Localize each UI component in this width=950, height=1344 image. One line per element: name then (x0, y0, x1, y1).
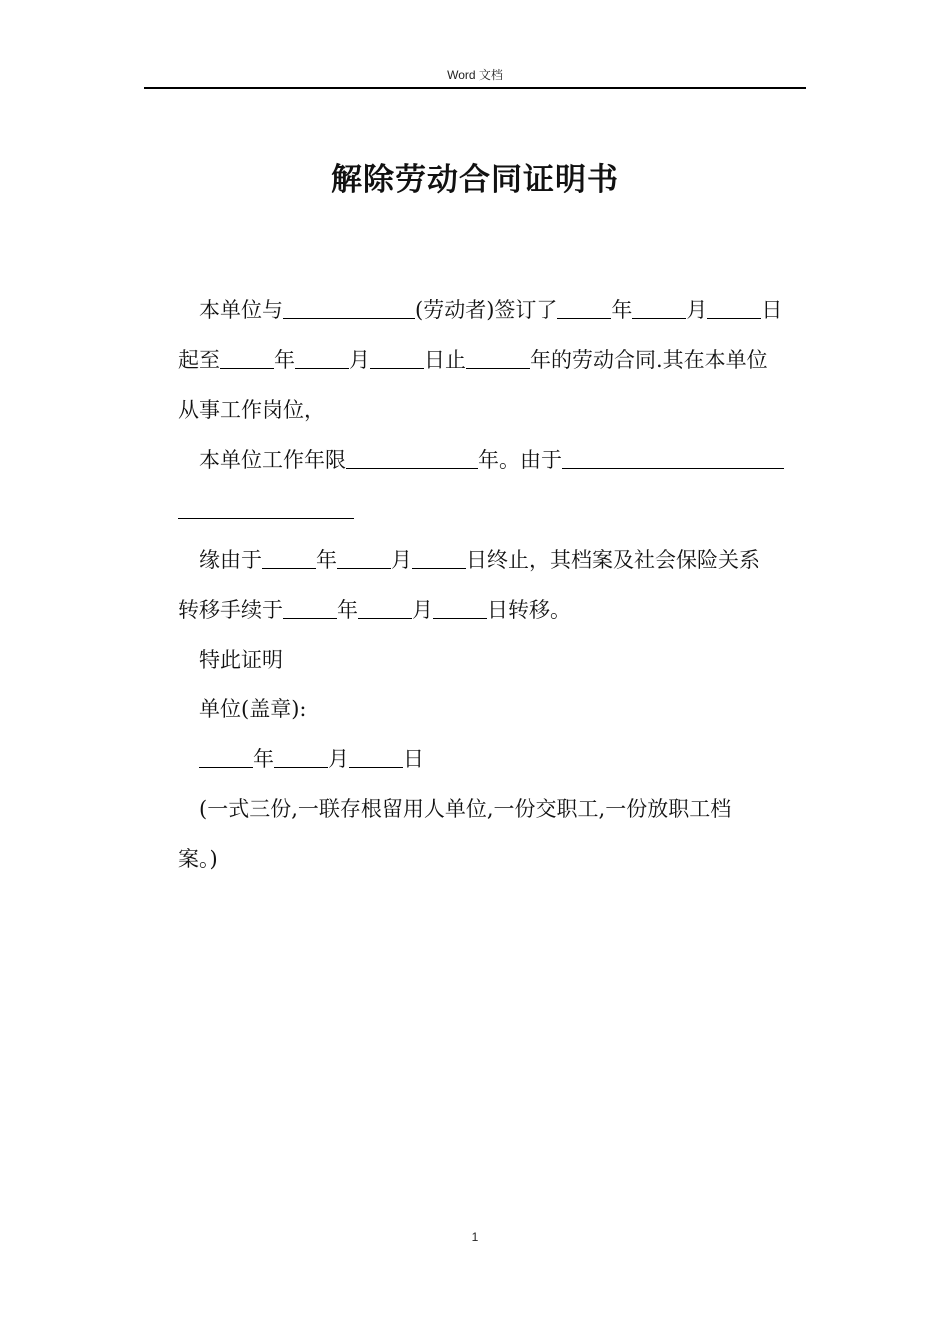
text-segment: 日终止，其档案及社会保险关系 (466, 548, 760, 572)
paragraph-line-6 (199, 545, 760, 575)
text-segment: 转移手续于 (178, 598, 283, 622)
text-segment: (一式三份,一联存根留用人单位,一份交职工,一份放职工档 (199, 797, 732, 821)
fill-blank (370, 348, 424, 369)
text-segment: 日 (403, 747, 424, 771)
paragraph-line-12 (178, 844, 218, 874)
text-segment: 年 (274, 348, 295, 372)
text-segment: (劳动者)签订了 (415, 298, 558, 322)
paragraph-line-2 (178, 345, 768, 375)
text-segment: 起至 (178, 348, 220, 372)
paragraph-line-8 (199, 645, 283, 675)
fill-blank (199, 747, 253, 768)
text-segment: 从事工作岗位， (178, 398, 325, 422)
fill-blank (557, 298, 611, 319)
text-segment: 本单位工作年限 (199, 448, 346, 472)
text-segment: 日 (761, 298, 783, 322)
text-segment: 月 (349, 348, 370, 372)
paragraph-line-9 (199, 694, 306, 724)
text-segment: 月 (686, 298, 708, 322)
text-segment: 年的劳动合同.其在本单位 (530, 348, 768, 372)
fill-blank (433, 598, 487, 619)
document-title: 解除劳动合同证明书 (331, 162, 619, 198)
paragraph-line-3 (178, 395, 325, 425)
fill-blank (707, 298, 761, 319)
fill-blank (295, 348, 349, 369)
fill-blank (274, 747, 328, 768)
paragraph-line-5 (178, 495, 354, 525)
fill-blank (346, 448, 478, 469)
text-segment: 单位(盖章): (199, 697, 307, 721)
paragraph-line-11 (199, 794, 731, 824)
paragraph-line-1 (199, 295, 782, 325)
fill-blank (466, 348, 530, 369)
text-segment: 年。由于 (478, 448, 562, 472)
paragraph-line-10 (199, 744, 424, 774)
text-segment: 月 (412, 598, 433, 622)
fill-blank (412, 548, 466, 569)
fill-blank (283, 298, 415, 319)
text-segment: 年 (253, 747, 274, 771)
page-header: Word 文档 (447, 68, 503, 82)
page-number: 1 (471, 1230, 479, 1244)
fill-blank (349, 747, 403, 768)
text-segment: 年 (611, 298, 633, 322)
text-segment: 缘由于 (199, 548, 262, 572)
text-segment: 年 (337, 598, 358, 622)
fill-blank (358, 598, 412, 619)
text-segment: 年 (316, 548, 337, 572)
fill-blank (337, 548, 391, 569)
text-segment: 案。) (178, 847, 218, 871)
text-segment: 月 (391, 548, 412, 572)
fill-blank (283, 598, 337, 619)
fill-blank (632, 298, 686, 319)
fill-blank (562, 448, 784, 469)
fill-blank (178, 498, 354, 519)
fill-blank (220, 348, 274, 369)
paragraph-line-4 (199, 445, 784, 475)
text-segment: 特此证明 (199, 648, 283, 672)
text-segment: 日止 (424, 348, 466, 372)
header-divider (144, 87, 806, 89)
text-segment: 本单位与 (199, 298, 283, 322)
text-segment: 日转移。 (487, 598, 571, 622)
text-segment: 月 (328, 747, 349, 771)
paragraph-line-7 (178, 595, 571, 625)
fill-blank (262, 548, 316, 569)
